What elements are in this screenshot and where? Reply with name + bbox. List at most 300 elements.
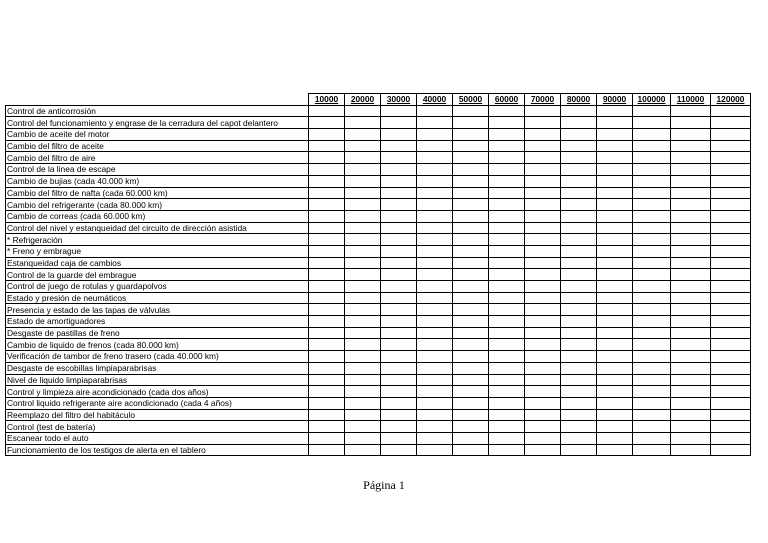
schedule-cell (561, 164, 597, 176)
schedule-cell (309, 187, 345, 199)
maintenance-item-label: Estado y presión de neumáticos (6, 292, 309, 304)
schedule-cell (671, 210, 711, 222)
table-row (6, 304, 751, 316)
schedule-cell (711, 339, 751, 351)
schedule-cell (309, 374, 345, 386)
schedule-cell (633, 339, 671, 351)
schedule-cell (489, 199, 525, 211)
maintenance-item-label: Cambio de correas (cada 60.000 km) (6, 210, 309, 222)
schedule-cell (489, 432, 525, 444)
schedule-cell (597, 245, 633, 257)
schedule-cell (417, 175, 453, 187)
schedule-cell (309, 222, 345, 234)
maintenance-item-label: Desgaste de pastillas de freno (6, 327, 309, 339)
schedule-cell (453, 316, 489, 328)
maintenance-items-body (6, 105, 751, 456)
table-row (6, 222, 751, 234)
schedule-cell (417, 187, 453, 199)
schedule-cell (381, 234, 417, 246)
schedule-cell (597, 117, 633, 129)
schedule-cell (671, 327, 711, 339)
schedule-cell (309, 129, 345, 141)
schedule-cell (417, 421, 453, 433)
schedule-cell (711, 432, 751, 444)
schedule-cell (671, 409, 711, 421)
schedule-cell (525, 269, 561, 281)
mileage-header-40000: 40000 (417, 94, 453, 106)
schedule-cell (525, 304, 561, 316)
schedule-cell (417, 281, 453, 293)
schedule-cell (453, 234, 489, 246)
schedule-cell (489, 164, 525, 176)
mileage-header-row (6, 94, 751, 106)
schedule-cell (597, 444, 633, 456)
schedule-cell (417, 222, 453, 234)
schedule-cell (417, 152, 453, 164)
schedule-cell (597, 234, 633, 246)
schedule-cell (671, 281, 711, 293)
schedule-cell (561, 257, 597, 269)
schedule-cell (561, 281, 597, 293)
table-row (6, 245, 751, 257)
schedule-cell (711, 316, 751, 328)
schedule-cell (525, 117, 561, 129)
schedule-cell (417, 304, 453, 316)
schedule-cell (561, 362, 597, 374)
schedule-cell (453, 327, 489, 339)
mileage-header-30000: 30000 (381, 94, 417, 106)
schedule-cell (381, 292, 417, 304)
schedule-cell (417, 164, 453, 176)
schedule-cell (417, 105, 453, 117)
schedule-cell (489, 386, 525, 398)
schedule-cell (417, 444, 453, 456)
schedule-cell (489, 187, 525, 199)
schedule-cell (561, 234, 597, 246)
schedule-cell (345, 199, 381, 211)
schedule-cell (597, 397, 633, 409)
schedule-cell (525, 409, 561, 421)
schedule-cell (671, 129, 711, 141)
schedule-cell (633, 245, 671, 257)
schedule-cell (711, 269, 751, 281)
schedule-cell (671, 164, 711, 176)
schedule-cell (345, 152, 381, 164)
schedule-cell (525, 245, 561, 257)
schedule-cell (381, 152, 417, 164)
schedule-cell (711, 409, 751, 421)
schedule-cell (345, 269, 381, 281)
schedule-cell (561, 199, 597, 211)
schedule-cell (381, 374, 417, 386)
mileage-header-70000: 70000 (525, 94, 561, 106)
schedule-cell (309, 269, 345, 281)
schedule-cell (633, 374, 671, 386)
schedule-cell (525, 222, 561, 234)
schedule-cell (633, 421, 671, 433)
schedule-cell (345, 327, 381, 339)
schedule-cell (597, 152, 633, 164)
schedule-cell (671, 304, 711, 316)
schedule-cell (489, 210, 525, 222)
schedule-cell (711, 327, 751, 339)
schedule-cell (561, 210, 597, 222)
schedule-cell (561, 339, 597, 351)
schedule-cell (345, 281, 381, 293)
schedule-cell (633, 362, 671, 374)
schedule-cell (711, 304, 751, 316)
schedule-cell (711, 129, 751, 141)
schedule-cell (633, 210, 671, 222)
schedule-cell (711, 222, 751, 234)
schedule-cell (489, 152, 525, 164)
maintenance-item-label: Verificación de tambor de freno trasero (cada 40.000 km) (6, 351, 309, 363)
schedule-cell (417, 129, 453, 141)
schedule-cell (453, 386, 489, 398)
schedule-cell (345, 421, 381, 433)
schedule-cell (671, 292, 711, 304)
maintenance-item-label: Escanear todo el auto (6, 432, 309, 444)
mileage-header-10000: 10000 (309, 94, 345, 106)
schedule-cell (525, 327, 561, 339)
schedule-cell (671, 362, 711, 374)
schedule-cell (453, 269, 489, 281)
schedule-cell (381, 316, 417, 328)
schedule-cell (417, 397, 453, 409)
table-row (6, 386, 751, 398)
schedule-cell (633, 234, 671, 246)
schedule-cell (309, 281, 345, 293)
schedule-cell (597, 386, 633, 398)
schedule-cell (309, 257, 345, 269)
schedule-cell (345, 432, 381, 444)
schedule-cell (489, 292, 525, 304)
schedule-cell (561, 245, 597, 257)
schedule-cell (309, 362, 345, 374)
mileage-header-60000: 60000 (489, 94, 525, 106)
schedule-cell (525, 140, 561, 152)
schedule-cell (345, 117, 381, 129)
schedule-cell (489, 397, 525, 409)
maintenance-item-label: Control de juego de rotulas y guardapolvos (6, 281, 309, 293)
schedule-cell (489, 105, 525, 117)
schedule-cell (561, 304, 597, 316)
schedule-cell (711, 386, 751, 398)
schedule-cell (525, 129, 561, 141)
schedule-cell (417, 199, 453, 211)
schedule-cell (309, 152, 345, 164)
schedule-cell (671, 421, 711, 433)
schedule-cell (489, 316, 525, 328)
schedule-cell (381, 222, 417, 234)
schedule-cell (525, 386, 561, 398)
schedule-cell (671, 257, 711, 269)
schedule-cell (561, 386, 597, 398)
maintenance-schedule-table (5, 93, 751, 456)
schedule-cell (711, 374, 751, 386)
schedule-cell (525, 432, 561, 444)
schedule-cell (597, 140, 633, 152)
schedule-cell (711, 421, 751, 433)
schedule-cell (525, 105, 561, 117)
schedule-cell (671, 386, 711, 398)
schedule-cell (597, 351, 633, 363)
schedule-cell (711, 292, 751, 304)
schedule-cell (453, 152, 489, 164)
schedule-cell (381, 105, 417, 117)
schedule-cell (597, 129, 633, 141)
schedule-cell (561, 140, 597, 152)
schedule-cell (597, 199, 633, 211)
schedule-cell (597, 292, 633, 304)
schedule-cell (561, 292, 597, 304)
maintenance-item-label: Desgaste de escobillas limpiaparabrisas (6, 362, 309, 374)
schedule-cell (671, 234, 711, 246)
schedule-cell (711, 245, 751, 257)
schedule-cell (671, 374, 711, 386)
schedule-cell (711, 187, 751, 199)
schedule-cell (381, 269, 417, 281)
schedule-cell (417, 210, 453, 222)
schedule-cell (417, 245, 453, 257)
schedule-cell (633, 117, 671, 129)
schedule-cell (633, 304, 671, 316)
schedule-cell (381, 164, 417, 176)
header-corner-cell (6, 94, 309, 106)
schedule-cell (453, 245, 489, 257)
schedule-cell (597, 409, 633, 421)
mileage-header-90000: 90000 (597, 94, 633, 106)
schedule-cell (671, 187, 711, 199)
schedule-cell (561, 421, 597, 433)
schedule-cell (525, 152, 561, 164)
schedule-cell (381, 409, 417, 421)
schedule-cell (671, 245, 711, 257)
schedule-cell (489, 339, 525, 351)
schedule-cell (345, 304, 381, 316)
schedule-cell (711, 210, 751, 222)
schedule-cell (381, 351, 417, 363)
schedule-cell (525, 164, 561, 176)
schedule-cell (345, 339, 381, 351)
schedule-cell (381, 199, 417, 211)
table-row (6, 187, 751, 199)
maintenance-item-label: Control liquido refrigerante aire acondicionado (cada 4 años) (6, 397, 309, 409)
schedule-cell (671, 199, 711, 211)
schedule-cell (597, 257, 633, 269)
schedule-cell (597, 339, 633, 351)
maintenance-item-label: * Freno y embrague (6, 245, 309, 257)
schedule-cell (489, 444, 525, 456)
table-row (6, 409, 751, 421)
schedule-cell (381, 386, 417, 398)
schedule-cell (633, 397, 671, 409)
schedule-cell (381, 421, 417, 433)
schedule-cell (597, 210, 633, 222)
schedule-cell (597, 304, 633, 316)
schedule-cell (417, 117, 453, 129)
schedule-cell (597, 105, 633, 117)
schedule-cell (489, 140, 525, 152)
schedule-cell (671, 316, 711, 328)
maintenance-item-label: Cambio de liquido de frenos (cada 80.000 km) (6, 339, 309, 351)
table-row (6, 164, 751, 176)
schedule-cell (345, 316, 381, 328)
schedule-cell (633, 105, 671, 117)
table-row (6, 269, 751, 281)
schedule-cell (417, 351, 453, 363)
schedule-cell (453, 292, 489, 304)
schedule-cell (561, 409, 597, 421)
schedule-cell (381, 304, 417, 316)
schedule-cell (417, 386, 453, 398)
schedule-cell (711, 397, 751, 409)
schedule-cell (489, 222, 525, 234)
schedule-cell (453, 117, 489, 129)
schedule-cell (671, 152, 711, 164)
schedule-cell (633, 444, 671, 456)
schedule-cell (489, 129, 525, 141)
schedule-cell (711, 444, 751, 456)
schedule-cell (525, 257, 561, 269)
schedule-cell (381, 245, 417, 257)
schedule-cell (345, 129, 381, 141)
schedule-cell (453, 199, 489, 211)
table-row (6, 175, 751, 187)
schedule-cell (525, 316, 561, 328)
schedule-cell (561, 351, 597, 363)
schedule-cell (453, 444, 489, 456)
table-row (6, 351, 751, 363)
schedule-cell (417, 257, 453, 269)
schedule-cell (597, 281, 633, 293)
maintenance-item-label: Reemplazo del filtro del habitáculo (6, 409, 309, 421)
schedule-cell (633, 409, 671, 421)
schedule-cell (417, 374, 453, 386)
schedule-cell (671, 175, 711, 187)
schedule-cell (453, 257, 489, 269)
schedule-cell (345, 187, 381, 199)
schedule-cell (489, 409, 525, 421)
table-row (6, 292, 751, 304)
schedule-cell (309, 164, 345, 176)
schedule-cell (561, 152, 597, 164)
schedule-cell (671, 432, 711, 444)
schedule-cell (489, 362, 525, 374)
schedule-cell (453, 339, 489, 351)
schedule-cell (345, 386, 381, 398)
schedule-cell (381, 339, 417, 351)
schedule-cell (561, 175, 597, 187)
maintenance-item-label: Control del funcionamiento y engrase de la cerradura del capot delantero (6, 117, 309, 129)
schedule-cell (671, 269, 711, 281)
schedule-cell (597, 327, 633, 339)
schedule-cell (633, 269, 671, 281)
table-row (6, 432, 751, 444)
table-row (6, 339, 751, 351)
schedule-cell (671, 339, 711, 351)
schedule-cell (597, 164, 633, 176)
schedule-cell (671, 397, 711, 409)
maintenance-item-label: Cambio del filtro de nafta (cada 60.000 km) (6, 187, 309, 199)
schedule-cell (489, 421, 525, 433)
schedule-cell (345, 245, 381, 257)
table-row (6, 105, 751, 117)
schedule-cell (381, 129, 417, 141)
schedule-cell (345, 105, 381, 117)
schedule-cell (633, 222, 671, 234)
schedule-cell (489, 245, 525, 257)
schedule-cell (417, 409, 453, 421)
schedule-cell (309, 339, 345, 351)
schedule-cell (381, 140, 417, 152)
schedule-cell (381, 187, 417, 199)
schedule-cell (489, 374, 525, 386)
schedule-cell (711, 117, 751, 129)
schedule-cell (417, 362, 453, 374)
maintenance-item-label: Control de la linea de escape (6, 164, 309, 176)
schedule-cell (633, 351, 671, 363)
schedule-cell (561, 222, 597, 234)
maintenance-item-label: Cambio de bujias (cada 40.000 km) (6, 175, 309, 187)
schedule-cell (525, 210, 561, 222)
page-number: Página 1 (363, 478, 405, 492)
schedule-cell (633, 327, 671, 339)
schedule-cell (671, 140, 711, 152)
schedule-cell (489, 117, 525, 129)
schedule-cell (561, 374, 597, 386)
maintenance-item-label: Control de la guarde del embrague (6, 269, 309, 281)
schedule-cell (525, 351, 561, 363)
schedule-cell (561, 117, 597, 129)
schedule-cell (525, 234, 561, 246)
schedule-cell (309, 327, 345, 339)
schedule-cell (345, 374, 381, 386)
maintenance-item-label: Control y limpieza aire acondicionado (cada dos años) (6, 386, 309, 398)
schedule-cell (597, 175, 633, 187)
schedule-cell (417, 316, 453, 328)
schedule-cell (489, 351, 525, 363)
schedule-cell (345, 140, 381, 152)
schedule-cell (633, 316, 671, 328)
schedule-cell (309, 444, 345, 456)
schedule-cell (381, 210, 417, 222)
schedule-cell (561, 327, 597, 339)
schedule-cell (309, 386, 345, 398)
schedule-cell (417, 432, 453, 444)
maintenance-item-label: Nivel de liquido limpiaparabrisas (6, 374, 309, 386)
schedule-cell (711, 175, 751, 187)
schedule-cell (309, 234, 345, 246)
schedule-cell (309, 245, 345, 257)
schedule-cell (597, 374, 633, 386)
maintenance-item-label: Estanqueidad caja de cambios (6, 257, 309, 269)
schedule-cell (633, 164, 671, 176)
table-row (6, 362, 751, 374)
schedule-cell (345, 234, 381, 246)
schedule-cell (453, 129, 489, 141)
schedule-cell (453, 304, 489, 316)
schedule-cell (633, 175, 671, 187)
maintenance-item-label: Cambio de aceite del motor (6, 129, 309, 141)
maintenance-item-label: Control del nivel y estanqueidad del circuito de dirección asistida (6, 222, 309, 234)
schedule-cell (711, 152, 751, 164)
table-row (6, 129, 751, 141)
schedule-cell (309, 292, 345, 304)
maintenance-item-label: Control de anticorrosión (6, 105, 309, 117)
schedule-cell (489, 175, 525, 187)
schedule-cell (633, 281, 671, 293)
